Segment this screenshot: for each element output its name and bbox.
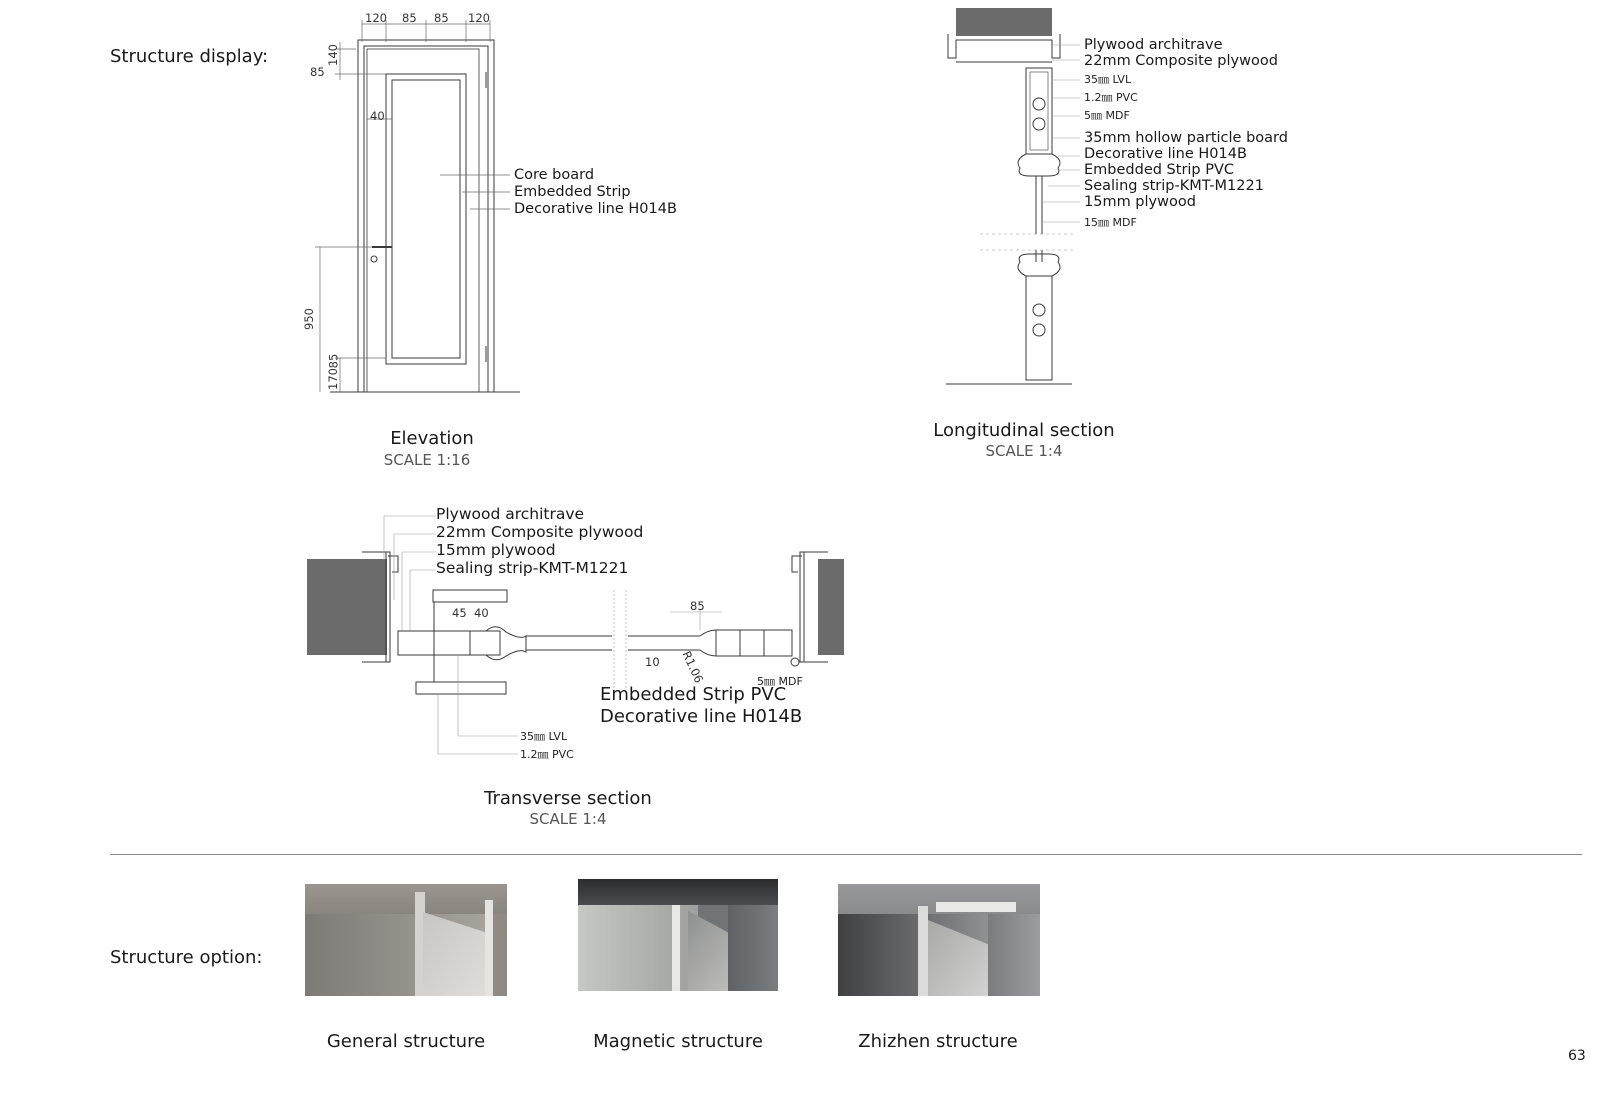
trans-note-decorative-line: Decorative line H014B: [600, 706, 803, 727]
long-note-mdf-15: 15㎜ MDF: [1084, 216, 1137, 229]
trans-note-embedded-strip: Embedded Strip PVC: [600, 684, 787, 705]
long-note-decorative-line: Decorative line H014B: [1084, 146, 1247, 162]
dim-top-85b: 85: [434, 11, 449, 25]
long-note-plywood: 15mm plywood: [1084, 194, 1196, 210]
option-label-magnetic: Magnetic structure: [593, 1031, 763, 1052]
long-note-embedded-strip: Embedded Strip PVC: [1084, 162, 1235, 178]
dim-top-120b: 120: [468, 11, 490, 25]
trans-note-pvc: 1.2㎜ PVC: [520, 748, 574, 761]
option-label-general: General structure: [326, 1031, 486, 1052]
longitudinal-title: Longitudinal section: [933, 420, 1115, 441]
trans-note-lvl: 35㎜ LVL: [520, 730, 568, 743]
dim-top-120a: 120: [365, 11, 387, 25]
general-structure-image: [305, 884, 507, 996]
trans-note-mdf: 5㎜ MDF: [757, 675, 803, 688]
elevation-note-core-board: Core board: [514, 167, 595, 183]
transverse-scale: SCALE 1:4: [529, 810, 607, 828]
zhizhen-structure-image: [838, 884, 1040, 996]
long-note-architrave: Plywood architrave: [1084, 37, 1223, 53]
trans-note-plywood: 15mm plywood: [436, 541, 556, 559]
trans-dim-85: 85: [690, 599, 705, 613]
trans-dim-45: 45: [452, 606, 467, 620]
trans-dim-radius: R1.06: [679, 648, 707, 686]
structure-option-label: Structure option:: [110, 947, 263, 968]
long-note-mdf: 5㎜ MDF: [1084, 109, 1130, 122]
section-divider: [110, 854, 1582, 855]
long-note-lvl: 35㎜ LVL: [1084, 73, 1132, 86]
long-note-pvc: 1.2㎜ PVC: [1084, 91, 1138, 104]
dim-left-85: 85: [310, 65, 325, 79]
magnetic-structure-image: [578, 879, 778, 991]
trans-note-composite-plywood: 22mm Composite plywood: [436, 523, 644, 541]
elevation-note-decorative-line: Decorative line H014B: [514, 201, 677, 217]
long-note-sealing-strip: Sealing strip-KMT-M1221: [1084, 178, 1264, 194]
option-label-zhizhen: Zhizhen structure: [858, 1031, 1018, 1052]
elevation-note-embedded-strip: Embedded Strip: [514, 184, 631, 200]
dim-inner-40: 40: [370, 109, 385, 123]
long-note-particle-board: 35mm hollow particle board: [1084, 130, 1288, 146]
dim-left-140: 140: [325, 44, 340, 66]
elevation-scale: SCALE 1:16: [383, 451, 471, 469]
longitudinal-scale: SCALE 1:4: [985, 442, 1063, 460]
elevation-title: Elevation: [390, 428, 474, 449]
trans-note-architrave: Plywood architrave: [436, 505, 585, 523]
trans-dim-10: 10: [645, 655, 660, 669]
page-number: 63: [1568, 1048, 1586, 1064]
trans-note-sealing-strip: Sealing strip-KMT-M1221: [436, 559, 629, 577]
dim-bottom-85: 85: [326, 353, 341, 369]
transverse-title: Transverse section: [484, 788, 652, 809]
dim-bottom-170: 170: [325, 368, 340, 390]
trans-dim-40: 40: [474, 606, 489, 620]
structure-display-label: Structure display:: [110, 46, 269, 67]
long-note-composite-plywood: 22mm Composite plywood: [1084, 53, 1278, 69]
dim-handle-950: 950: [301, 308, 316, 330]
dim-top-85a: 85: [402, 11, 417, 25]
